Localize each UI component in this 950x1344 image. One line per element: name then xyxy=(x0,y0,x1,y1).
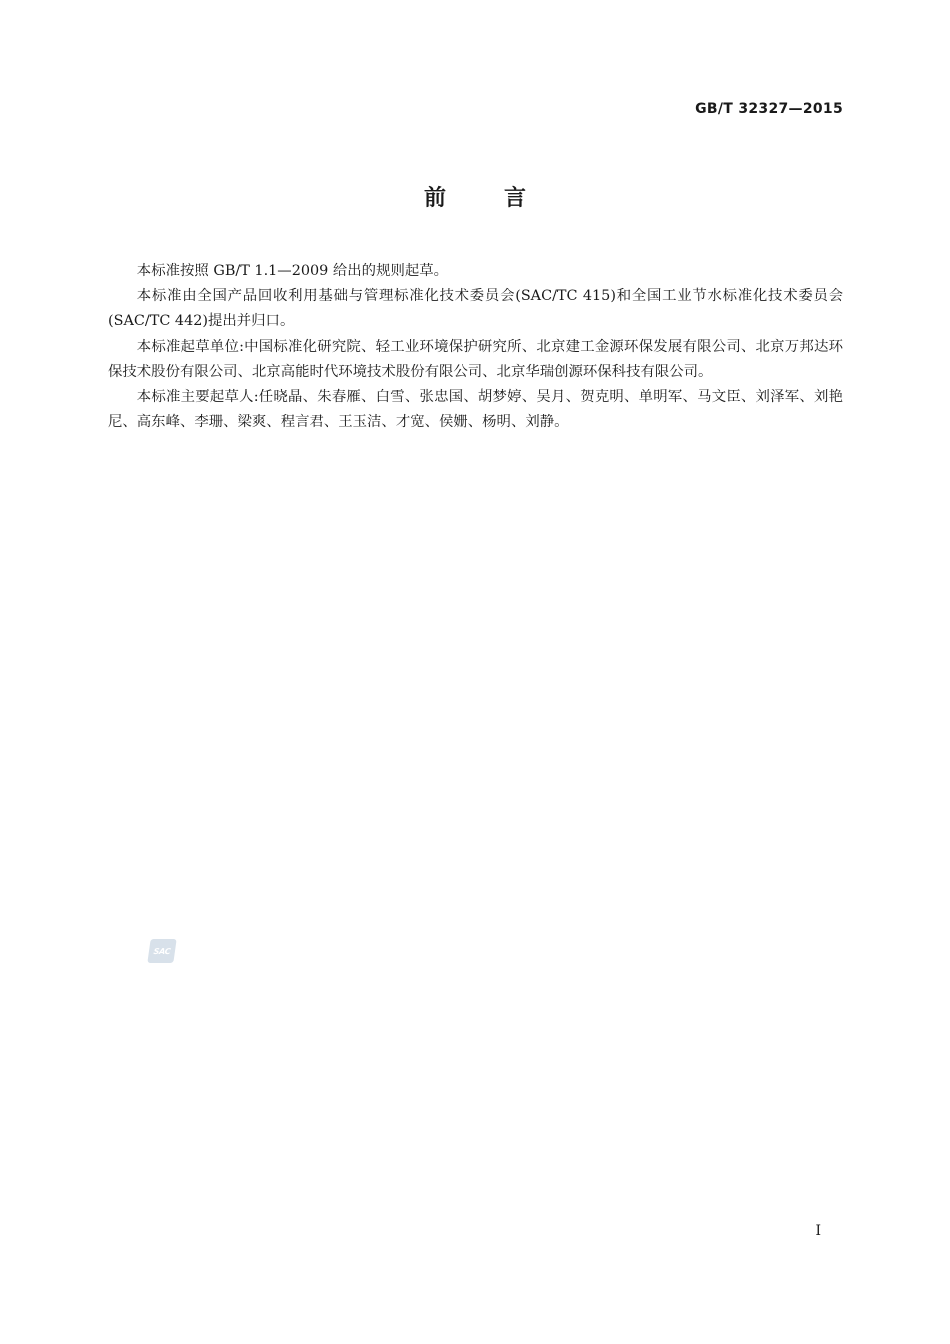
preface-body xyxy=(108,259,843,435)
paragraph-drafting-rules: 本标准按照 GB/T 1.1—2009 给出的规则起草。 xyxy=(136,263,449,279)
paragraph-drafting-units: 本标准起草单位:中国标准化研究院、轻工业环境保护研究所、北京建工金源环保发展有限公司、北京万邦达环保技术股份有限公司、北京高能时代环境技术股份有限公司、北京华瑞创源环保科技有限公司。 xyxy=(108,338,843,380)
standard-code: GB/T 32327—2015 xyxy=(695,101,843,117)
paragraph-proposer: 本标准由全国产品回收利用基础与管理标准化技术委员会(SAC/TC 415)和全国工业节水标准化技术委员会(SAC/TC 442)提出并归口。 xyxy=(108,288,843,330)
sac-logo-icon xyxy=(147,939,176,963)
sac-logo-text: SAC xyxy=(153,946,171,956)
page-title: 前言 xyxy=(423,186,584,211)
paragraph-drafters: 本标准主要起草人:任晓晶、朱春雁、白雪、张忠国、胡梦婷、吴月、贺克明、单明军、马文臣、刘泽军、刘艳尼、高东峰、李珊、梁爽、程言君、王玉洁、才宽、侯姗、杨明、刘静。 xyxy=(108,389,843,431)
page-number: I xyxy=(815,1223,821,1239)
